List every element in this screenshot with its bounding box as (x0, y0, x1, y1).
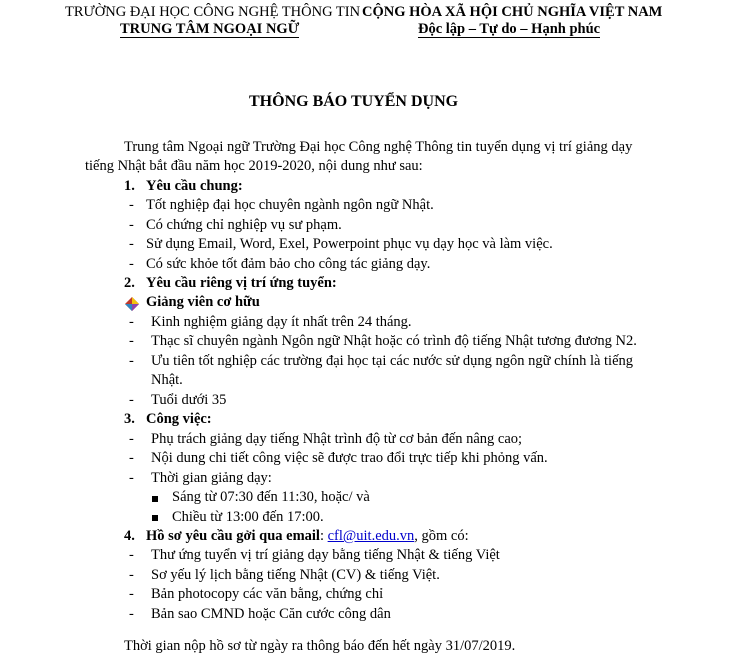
intro-line-1: Trung tâm Ngoại ngữ Trường Đại học Công nghệ Thông tin tuyển dụng vị trí giảng dạy (124, 139, 633, 155)
national-motto: CỘNG HÒA XÃ HỘI CHỦ NGHĨA VIỆT NAM (362, 4, 663, 20)
list-item: Thạc sĩ chuyên ngành Ngôn ngữ Nhật hoặc có trình độ tiếng Nhật tương đương N2. (151, 333, 637, 349)
list-dash: - (129, 586, 134, 602)
list-item: Nội dung chi tiết công việc sẽ được trao đổi trực tiếp khi phỏng vấn. (151, 450, 548, 466)
list-dash: - (129, 314, 134, 330)
list-item: Có sức khỏe tốt đảm bảo cho công tác giảng dạy. (146, 256, 431, 272)
list-dash: - (129, 450, 134, 466)
intro-line-2: tiếng Nhật bắt đầu năm học 2019-2020, nội dung như sau: (85, 158, 423, 174)
section-2-heading: Yêu cầu riêng vị trí ứng tuyển: (146, 275, 337, 291)
national-slogan: Độc lập – Tự do – Hạnh phúc (418, 21, 601, 37)
section-3-number: 3. (124, 411, 135, 427)
list-item-continued: Nhật. (151, 372, 183, 388)
section-1-heading: Yêu cầu chung: (146, 178, 243, 194)
list-dash: - (129, 431, 134, 447)
list-dash: - (129, 547, 134, 563)
list-dash: - (129, 606, 134, 622)
list-item: Thư ứng tuyển vị trí giảng dạy bằng tiếng Nhật & tiếng Việt (151, 547, 500, 563)
subsection-heading: Giảng viên cơ hữu (146, 294, 260, 310)
list-item: Phụ trách giảng dạy tiếng Nhật trình độ từ cơ bản đến nâng cao; (151, 431, 523, 447)
sub-list-item: Chiều từ 13:00 đến 17:00. (172, 509, 324, 525)
section-4-number: 4. (124, 528, 135, 544)
list-dash: - (129, 236, 134, 252)
list-item: Tốt nghiệp đại học chuyên ngành ngôn ngữ Nhật. (146, 197, 434, 213)
section-1-number: 1. (124, 178, 135, 194)
list-item: Có chứng chỉ nghiệp vụ sư phạm. (146, 217, 342, 233)
page-title: THÔNG BÁO TUYỂN DỤNG (249, 93, 459, 110)
section-4-colon: : (319, 528, 324, 544)
section-4-heading: Hồ sơ yêu cầu gởi qua email (146, 528, 320, 544)
list-item: Bản photocopy các văn bằng, chứng chỉ (151, 586, 384, 602)
list-item: Tuổi dưới 35 (151, 392, 227, 408)
section-3-heading: Công việc: (146, 411, 212, 427)
submission-deadline: Thời gian nộp hồ sơ từ ngày ra thông báo đến hết ngày 31/07/2019. (124, 638, 516, 654)
section-4-heading-line (146, 527, 469, 545)
list-dash: - (129, 217, 134, 233)
org-name: TRƯỜNG ĐẠI HỌC CÔNG NGHỆ THÔNG TIN (65, 4, 361, 20)
list-item: Kinh nghiệm giảng dạy ít nhất trên 24 tháng. (151, 314, 412, 330)
list-item: Ưu tiên tốt nghiệp các trường đại học tại các nước sử dụng ngôn ngữ chính là tiếng (151, 353, 634, 369)
list-dash: - (129, 333, 134, 349)
list-dash: - (129, 353, 134, 369)
square-bullet-icon (152, 489, 158, 507)
list-dash: - (129, 197, 134, 213)
list-item: Sử dụng Email, Word, Exel, Powerpoint phục vụ dạy học và làm việc. (146, 236, 553, 252)
section-4-suffix: , gồm có: (414, 528, 469, 544)
list-item: Thời gian giảng dạy: (151, 470, 272, 486)
list-dash: - (129, 470, 134, 486)
list-item: Bản sao CMND hoặc Căn cước công dân (151, 606, 391, 622)
square-bullet-icon (152, 508, 158, 526)
diamond-bullet-icon (125, 297, 139, 311)
section-2-number: 2. (124, 275, 135, 291)
list-item: Sơ yếu lý lịch bằng tiếng Nhật (CV) & tiếng Việt. (151, 567, 440, 583)
list-dash: - (129, 567, 134, 583)
list-dash: - (129, 392, 134, 408)
department-name: TRUNG TÂM NGOẠI NGỮ (120, 21, 300, 37)
email-link[interactable]: cfl@uit.edu.vn (327, 528, 415, 544)
list-dash: - (129, 256, 134, 272)
sub-list-item: Sáng từ 07:30 đến 11:30, hoặc/ và (172, 489, 370, 505)
